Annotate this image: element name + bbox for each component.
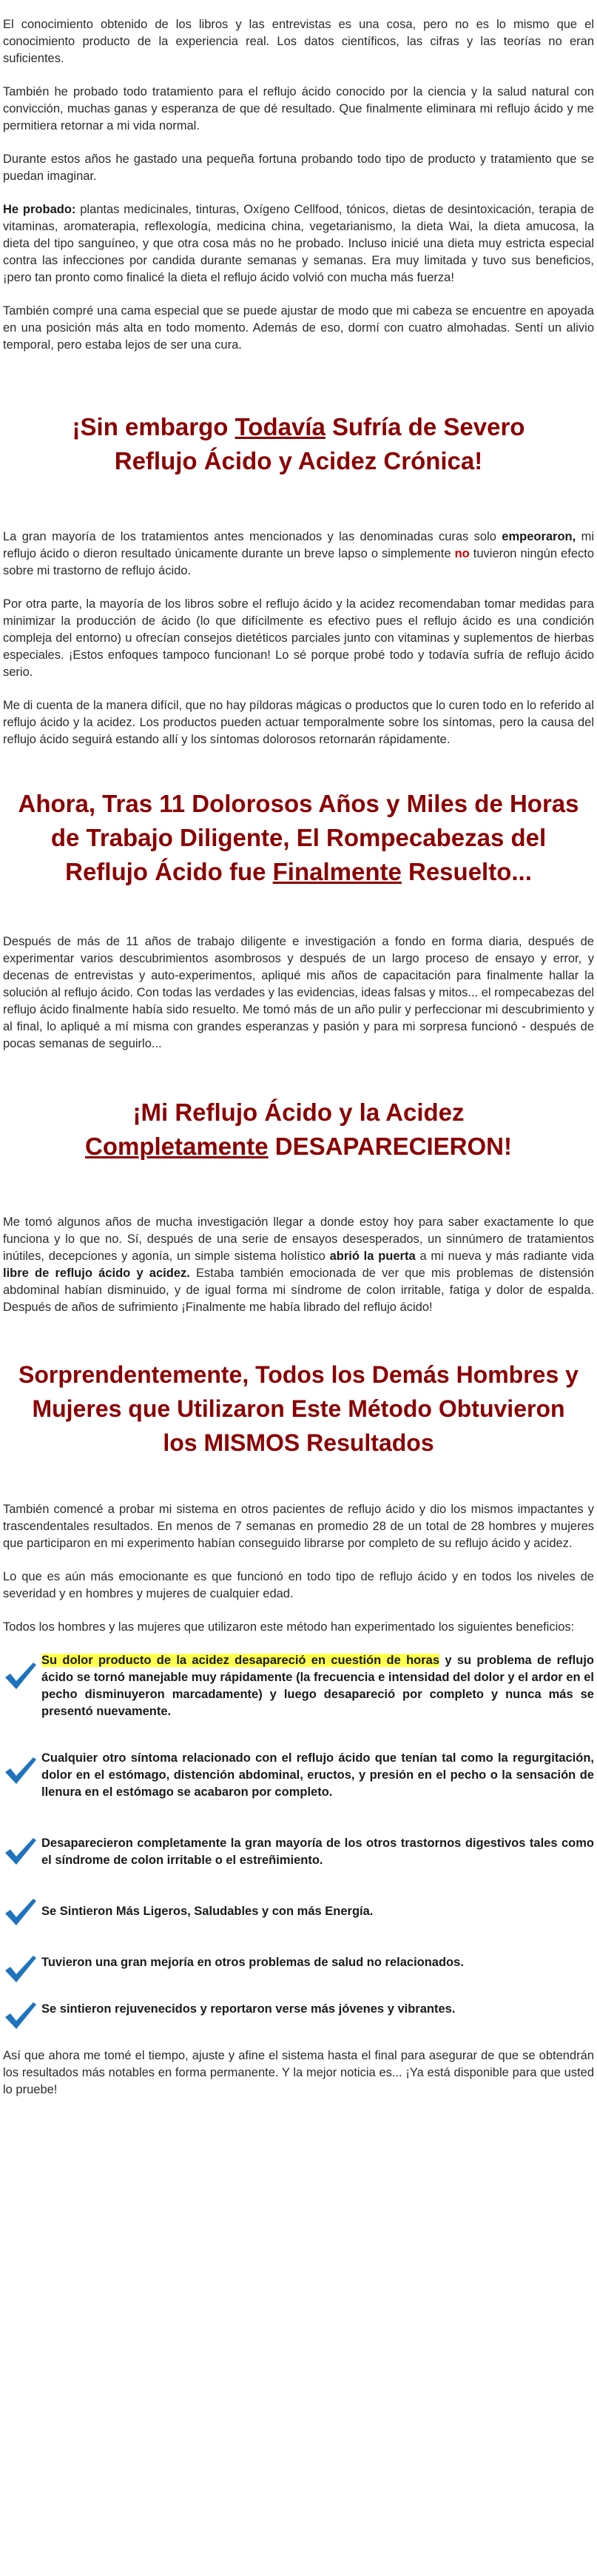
blue-checkmark-icon	[3, 1837, 37, 1866]
tried-list-text: plantas medicinales, tinturas, Oxígeno Cellfood, tónicos, dietas de desintoxicación, terapia de vitaminas, aromaterapia, reflexología, medicina china, vegetarianismo, la dieta Wai, la dieta amucosa, la dieta del tipo sanguíneo, y que otra cosa más no he probado. Incluso inicié una dieta muy estricta especial contra las infecciones por candida durante semanas y semanas. Era muy limitada y tuvo sus beneficios, ¡pero tan pronto como finalicé la dieta el reflujo ácido volvió con mucha más fuerza!	[3, 203, 594, 284]
headline-1-underlined: Todavía	[235, 413, 326, 440]
benefit-item	[3, 1835, 594, 1869]
section-1-paragraph-1	[3, 529, 594, 580]
headline-still-suffering	[3, 410, 594, 478]
section-1-p1-part-b: mi reflujo ácido o dieron resultado únicamente durante un breve lapso o simplemente	[3, 530, 594, 560]
opened-door-emphasis: abrió la puerta	[329, 1250, 416, 1263]
headline-1-before: ¡Sin embargo	[72, 413, 235, 440]
benefit-4-text: Se Sintieron Más Ligeros, Saludables y con más Energía.	[41, 1905, 374, 1918]
section-3-p1-part-b: a mi nueva y más radiante vida	[415, 1250, 594, 1263]
section-4-paragraph-3: Todos los hombres y las mujeres que utilizaron este método han experimentado los siguientes beneficios:	[3, 1620, 575, 1634]
headline-3-underlined: Completamente	[85, 1133, 269, 1160]
free-of-reflux-emphasis: libre de reflujo ácido y acidez.	[3, 1267, 190, 1280]
benefit-item	[3, 1652, 594, 1720]
benefit-5-text: Tuvieron una gran mejoría en otros problemas de salud no relacionados.	[41, 1956, 464, 1969]
headline-same-results: Sorprendentemente, Todos los Demás Hombres y Mujeres que Utilizaron Este Método Obtuvieron los MISMOS Resultados	[18, 1361, 579, 1456]
blue-checkmark-icon	[3, 2001, 37, 2030]
intro-paragraph-5: También compré una cama especial que se puede ajustar de modo que mi cabeza se encuentre en apoyada en una posición más alta en todo momento. Además de eso, dormí con cuatro almohadas. Sentí un alivio temporal, pero estaba lejos de ser una cura.	[3, 304, 594, 352]
section-3-p1-part-a: Me tomó algunos años de mucha investigación llegar a donde estoy hoy para saber exactamente lo que funciona y lo que no. Sí, después de una serie de ensayos desesperados, un sinnúmero de tratamientos inútiles, decepciones y agonía, un simple sistema holístico	[3, 1215, 594, 1263]
headline-completely-gone	[3, 1096, 594, 1164]
section-3-p1-part-c: Estaba también emocionada de ver que mis problemas de distensión abdominal habían disminuido, y de igual forma mi síndrome de colon irritable, fatiga y dolor de espalda. Después de años de sufrimiento ¡Finalmente me había librado del reflujo ácido!	[3, 1267, 594, 1314]
tried-label: He probado:	[3, 203, 76, 216]
article	[0, 16, 597, 2099]
intro-paragraph-4	[3, 201, 594, 286]
blue-checkmark-icon	[3, 1954, 37, 1984]
headline-puzzle-solved	[3, 787, 594, 889]
blue-checkmark-icon	[3, 1756, 37, 1785]
benefit-1-text: y su problema de reflujo ácido se tornó manejable muy rápidamente (la frecuencia e intensidad del dolor y el ardor en el pecho disminuyeron marcadamente) y luego desapareció por completo y nunca más se presentó nuevamente.	[41, 1654, 595, 1718]
benefits-list	[3, 1652, 594, 2018]
benefit-6-text: Se sintieron rejuvenecidos y reportaron verse más jóvenes y vibrantes.	[41, 2002, 456, 2016]
intro-paragraph-3: Durante estos años he gastado una pequeña fortuna probando todo tipo de producto y tratamiento que se puedan imaginar.	[3, 152, 594, 183]
section-1-paragraph-2: Por otra parte, la mayoría de los libros sobre el reflujo ácido y la acidez recomendaban tomar medidas para minimizar la producción de ácido (lo que difícilmente es efectivo pues el reflujo ácido es una condición compleja del entorno) u ofrecían consejos dietéticos parciales junto con vitaminas y suplementos de hierbas especiales. ¡Estos enfoques tampoco funcionan! Lo sé porque probé todo y todavía sufría de reflujo ácido serio.	[3, 597, 594, 679]
benefit-1-highlight: Su dolor producto de la acidez desapareció en cuestión de horas	[41, 1654, 440, 1667]
blue-checkmark-icon	[3, 1897, 37, 1927]
headline-1-after: Sufría de Severo Reflujo Ácido y Acidez Crónica!	[114, 413, 525, 474]
section-1-p1-part-a: La gran mayoría de los tratamientos antes mencionados y las denominadas curas solo	[3, 530, 502, 543]
blue-checkmark-icon	[3, 1661, 37, 1691]
benefit-item	[3, 1903, 594, 1920]
headline-3-before: ¡Mi Reflujo Ácido y la Acidez	[132, 1099, 465, 1126]
benefit-2-text: Cualquier otro síntoma relacionado con el reflujo ácido que tenían tal como la regurgitación, dolor en el estómago, distención abdominal, eructos, y presión en el pecho o la sensación de llenura en el estómago se acabaron por completo.	[41, 1751, 594, 1799]
headline-2-after: Resuelto...	[401, 858, 532, 885]
headline-3-after: DESAPARECIERON!	[268, 1133, 512, 1160]
benefit-3-text: Desaparecieron completamente la gran mayoría de los otros trastornos digestivos tales como el síndrome de colon irritable o el estreñimiento.	[41, 1837, 594, 1867]
section-3-paragraph-1	[3, 1214, 594, 1316]
section-2-paragraph-1: Después de más de 11 años de trabajo diligente e investigación a fondo en forma diaria, después de experimentar varios descubrimientos asombrosos y después de un largo proceso de ensayo y error, y decenas de entrevistas y auto-experimentos, apliqué mis años de capacitación para finalmente hallar la solución al reflujo ácido. Con todas las verdades y las evidencias, ideas falsas y mitos... el rompecabezas del reflujo ácido finalmente había sido resuelto. Me tomó más de un año pulir y perfeccionar mi descubrimiento y al final, lo apliqué a mí misma con grandes esperanzas y pasión y para mi sorpresa funcionó - después de pocas semanas de seguirlo...	[3, 935, 594, 1050]
benefit-item	[3, 2001, 594, 2018]
headline-2-before: Ahora, Tras 11 Dolorosos Años y Miles de Horas de Trabajo Diligente, El Rompecabezas del Reflujo Ácido fue	[18, 790, 579, 885]
worsened-emphasis: empeoraron,	[502, 530, 576, 543]
closing-paragraph: Así que ahora me tomé el tiempo, ajuste y afine el sistema hasta el final para asegurar de que se obtendrán los resultados más notables en forma permanente. Y la mejor noticia es... ¡Ya está disponible para que usted lo pruebe!	[3, 2049, 594, 2096]
section-1-paragraph-3: Me di cuenta de la manera difícil, que no hay píldoras mágicas o productos que lo curen todo en lo referido al reflujo ácido y la acidez. Los productos pueden actuar temporalmente sobre los síntomas, pero la causa del reflujo ácido seguirá estando allí y los síntomas dolorosos retornarán rápidamente.	[3, 699, 594, 746]
headline-2-underlined: Finalmente	[272, 858, 402, 885]
benefit-item	[3, 1750, 594, 1801]
section-4-paragraph-2: Lo que es aún más emocionante es que funcionó en todo tipo de reflujo ácido y en todos los niveles de severidad y en hombres y mujeres de cualquier edad.	[3, 1570, 594, 1600]
no-emphasis: no	[454, 547, 470, 560]
intro-paragraph-2: También he probado todo tratamiento para el reflujo ácido conocido por la ciencia y la salud natural con convicción, muchas ganas y esperanza de que dé resultado. Que finalmente eliminara mi reflujo ácido y me permitiera retornar a mi vida normal.	[3, 85, 594, 133]
benefit-item	[3, 1954, 594, 1971]
section-1-p1-part-c: tuvieron ningún efecto sobre mi trastorno de reflujo ácido.	[3, 547, 594, 577]
intro-paragraph-1: El conocimiento obtenido de los libros y las entrevistas es una cosa, pero no es lo mismo que el conocimiento producto de la experiencia real. Los datos científicos, las cifras y las teorías no eran suficientes.	[3, 18, 594, 65]
section-4-paragraph-1: También comencé a probar mi sistema en otros pacientes de reflujo ácido y dio los mismos impactantes y trascendentales resultados. En menos de 7 semanas en promedio 28 de un total de 28 hombres y mujeres que participaron en mi experimento habían conseguido librarse por completo de su reflujo ácido y acidez.	[3, 1503, 594, 1550]
